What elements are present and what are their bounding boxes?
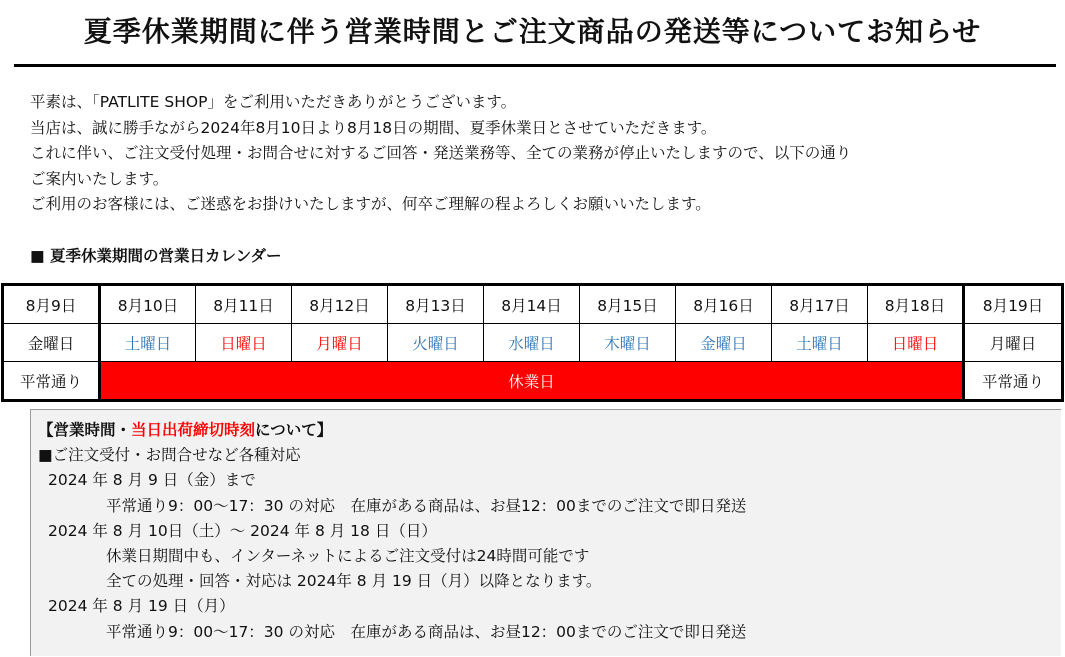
business-calendar bbox=[1, 283, 1064, 402]
info-subheading: ■ご注文受付・お問合せなど各種対応 bbox=[38, 446, 301, 465]
info-text bbox=[38, 418, 746, 645]
calendar-date: 8月13日 bbox=[388, 285, 484, 324]
intro-line: ご利用のお客様には、ご迷惑をお掛けいたしますが、何卒ご理解の程よろしくお願いいたします。 bbox=[30, 195, 711, 213]
title-divider bbox=[14, 64, 1056, 67]
intro-line: ご案内いたします。 bbox=[30, 169, 169, 188]
info-line: 休業日期間中も、インターネットによるご注文受付は24時間可能です bbox=[106, 547, 590, 566]
info-heading-highlight: 当日出荷締切時刻 bbox=[131, 421, 256, 439]
calendar-weekday-row bbox=[3, 324, 1063, 362]
calendar-date: 8月12日 bbox=[292, 285, 388, 324]
calendar-date: 8月19日 bbox=[964, 285, 1063, 324]
info-line: 2024 年 8 月 10日（土）～ 2024 年 8 月 18 日（日） bbox=[48, 521, 437, 540]
calendar-weekday: 月曜日 bbox=[292, 324, 388, 362]
info-heading bbox=[38, 418, 746, 443]
intro-line: 当店は、誠に勝手ながら2024年8月10日より8月18日の期間、夏季休業日とさせていただきます。 bbox=[30, 118, 717, 137]
info-line: 平常通り9：00～17：30 の対応 在庫がある商品は、お昼12：00までのご注文で即日発送 bbox=[106, 622, 747, 641]
calendar-date: 8月16日 bbox=[676, 285, 772, 324]
calendar-date: 8月15日 bbox=[580, 285, 676, 324]
calendar-weekday: 土曜日 bbox=[772, 324, 868, 362]
info-line: 2024 年 8 月 9 日（金）まで bbox=[48, 471, 256, 490]
calendar-weekday: 月曜日 bbox=[964, 324, 1063, 362]
calendar-date: 8月10日 bbox=[100, 285, 196, 324]
intro-line: これに伴い、ご注文受付処理・お問合せに対するご回答・発送業務等、全ての業務が停止いたしますので、以下の通り bbox=[30, 144, 852, 162]
calendar-weekday: 金曜日 bbox=[676, 324, 772, 362]
calendar-weekday: 日曜日 bbox=[868, 324, 964, 362]
calendar-weekday: 水曜日 bbox=[484, 324, 580, 362]
calendar-weekday: 火曜日 bbox=[388, 324, 484, 362]
info-heading-part: 【営業時間・ bbox=[38, 421, 132, 439]
status-normal: 平常通り bbox=[964, 362, 1063, 401]
info-line: 全ての処理・回答・対応は 2024年 8 月 19 日（月）以降となります。 bbox=[106, 572, 602, 591]
info-line: 平常通り9：00～17：30 の対応 在庫がある商品は、お昼12：00までのご注文で即日発送 bbox=[106, 496, 747, 515]
calendar-weekday: 金曜日 bbox=[3, 324, 100, 362]
calendar-status-row bbox=[3, 362, 1063, 401]
status-normal: 平常通り bbox=[3, 362, 100, 401]
calendar-date-row bbox=[3, 285, 1063, 324]
calendar-date: 8月17日 bbox=[772, 285, 868, 324]
calendar-heading: ■ 夏季休業期間の営業日カレンダー bbox=[30, 247, 282, 265]
calendar-date: 8月14日 bbox=[484, 285, 580, 324]
calendar-weekday: 土曜日 bbox=[100, 324, 196, 362]
info-heading-part: について】 bbox=[255, 421, 333, 439]
intro-line: 平素は、「PATLITE SHOP」をご利用いただきありがとうございます。 bbox=[30, 93, 517, 111]
calendar-weekday: 日曜日 bbox=[196, 324, 292, 362]
info-line: 2024 年 8 月 19 日（月） bbox=[48, 597, 235, 616]
page-title: 夏季休業期間に伴う営業時間とご注文商品の発送等についてお知らせ bbox=[83, 15, 982, 48]
status-closed-band: 休業日 bbox=[100, 362, 964, 401]
calendar-weekday: 木曜日 bbox=[580, 324, 676, 362]
intro-text bbox=[30, 90, 1040, 218]
calendar-date: 8月11日 bbox=[196, 285, 292, 324]
calendar-date: 8月9日 bbox=[3, 285, 100, 324]
calendar-date: 8月18日 bbox=[868, 285, 964, 324]
